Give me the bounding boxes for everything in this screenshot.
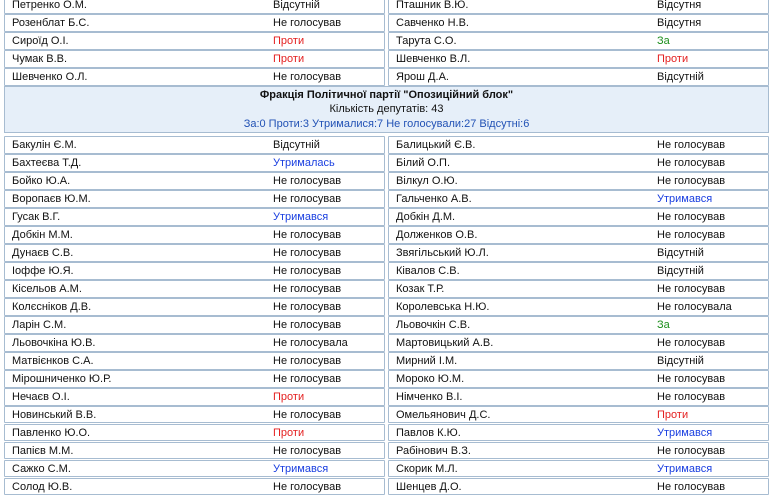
deputy-vote-row: [388, 0, 769, 14]
deputy-name: Німченко В.І.: [396, 390, 463, 403]
deputy-vote: Проти: [657, 52, 689, 65]
deputy-vote: Утримався: [657, 192, 713, 205]
deputy-name: Кісельов А.М.: [12, 282, 82, 295]
deputy-name: Королевська Н.Ю.: [396, 300, 490, 313]
vote-results-page: [4, 0, 769, 496]
deputy-vote: Утримався: [273, 210, 329, 223]
deputy-vote: Утримався: [657, 426, 713, 439]
deputy-name: Шевченко В.Л.: [396, 52, 471, 65]
faction-title: Фракція Політичної партії "Опозиційний блок": [259, 88, 514, 101]
deputy-vote-row: [4, 280, 385, 298]
deputy-vote: Відсутній: [657, 354, 704, 367]
deputy-vote: Проти: [273, 390, 305, 403]
deputy-name: Колєсніков Д.В.: [12, 300, 92, 313]
deputy-vote-row: [4, 244, 385, 262]
deputy-name: Вілкул О.Ю.: [396, 174, 458, 187]
deputy-name: Добкін М.М.: [12, 228, 73, 241]
deputy-name: Козак Т.Р.: [396, 282, 445, 295]
deputy-name: Дунаєв С.В.: [12, 246, 74, 259]
vote-column-left: [4, 136, 385, 496]
deputy-name: Білий О.П.: [396, 156, 451, 169]
deputy-name: Чумак В.В.: [12, 52, 68, 65]
deputy-name: Балицький Є.В.: [396, 138, 476, 151]
deputy-vote-row: [4, 154, 385, 172]
deputy-name: Ківалов С.В.: [396, 264, 460, 277]
faction-vote-list-previous: [4, 0, 769, 86]
deputy-vote-row: [388, 316, 769, 334]
deputy-vote-row: [388, 226, 769, 244]
vote-column-right: [388, 136, 769, 496]
deputy-vote-row: [388, 50, 769, 68]
deputy-vote: Проти: [657, 408, 689, 421]
deputy-name: Тарута С.О.: [396, 34, 457, 47]
deputy-vote-row: [388, 280, 769, 298]
deputy-vote: Відсутня: [657, 16, 702, 29]
deputy-vote-row: [4, 0, 385, 14]
deputy-vote-row: [4, 406, 385, 424]
deputy-vote: Не голосував: [657, 138, 726, 151]
deputy-name: Долженков О.В.: [396, 228, 478, 241]
deputy-vote: Не голосував: [273, 480, 342, 493]
deputy-name: Папієв М.М.: [12, 444, 74, 457]
deputy-vote-row: [4, 424, 385, 442]
vote-column-left: [4, 0, 385, 86]
deputy-vote: Проти: [273, 34, 305, 47]
deputy-name: Пташник В.Ю.: [396, 0, 469, 11]
deputy-vote-row: [4, 442, 385, 460]
deputy-name: Льовочкін С.В.: [396, 318, 471, 331]
deputy-name: Рабінович В.З.: [396, 444, 471, 457]
vote-column-right: [388, 0, 769, 86]
deputy-vote: За: [657, 34, 670, 47]
deputy-vote: Не голосував: [273, 70, 342, 83]
faction-header: [4, 86, 769, 133]
deputy-name: Іоффе Ю.Я.: [12, 264, 74, 277]
deputy-vote: Не голосував: [273, 372, 342, 385]
deputy-vote: Відсутня: [657, 0, 702, 11]
deputy-vote: Не голосував: [657, 228, 726, 241]
deputy-vote-row: [388, 370, 769, 388]
deputy-vote: Не голосував: [657, 390, 726, 403]
deputy-vote: Не голосував: [657, 156, 726, 169]
deputy-vote: Не голосував: [657, 174, 726, 187]
faction-vote-list: [4, 136, 769, 496]
deputy-vote-row: [4, 370, 385, 388]
deputy-vote: Не голосував: [273, 264, 342, 277]
deputy-vote-row: [388, 406, 769, 424]
deputy-vote-row: [4, 352, 385, 370]
deputy-name: Бахтеєва Т.Д.: [12, 156, 82, 169]
deputy-vote: Не голосував: [273, 16, 342, 29]
deputy-name: Льовочкіна Ю.В.: [12, 336, 96, 349]
deputy-vote: Не голосував: [657, 444, 726, 457]
deputy-vote: Відсутній: [273, 138, 320, 151]
deputy-name: Павлов К.Ю.: [396, 426, 461, 439]
deputy-name: Ларін С.М.: [12, 318, 67, 331]
deputy-vote: Відсутній: [273, 0, 320, 11]
deputy-name: Гальченко А.В.: [396, 192, 472, 205]
deputy-vote: Відсутній: [657, 246, 704, 259]
deputy-vote: За: [657, 318, 670, 331]
deputy-vote: Утримався: [273, 462, 329, 475]
deputy-vote: Не голосував: [273, 246, 342, 259]
deputy-name: Шенцев Д.О.: [396, 480, 462, 493]
deputy-vote-row: [388, 14, 769, 32]
deputy-name: Нечаєв О.І.: [12, 390, 70, 403]
deputy-vote: Не голосував: [657, 210, 726, 223]
deputy-vote: Відсутній: [657, 264, 704, 277]
deputy-vote-row: [388, 208, 769, 226]
deputy-vote: Не голосував: [657, 480, 726, 493]
deputy-vote: Не голосувала: [273, 336, 348, 349]
deputy-vote: Проти: [273, 52, 305, 65]
deputy-vote-row: [388, 298, 769, 316]
deputy-vote-row: [388, 388, 769, 406]
deputy-vote-row: [4, 478, 385, 496]
deputy-vote-row: [388, 190, 769, 208]
deputy-vote: Не голосував: [657, 372, 726, 385]
deputy-vote-row: [388, 32, 769, 50]
deputy-vote-row: [388, 68, 769, 86]
deputy-vote-row: [388, 136, 769, 154]
deputy-name: Сироїд О.І.: [12, 34, 69, 47]
deputy-vote: Не голосував: [273, 228, 342, 241]
deputy-vote: Не голосував: [273, 192, 342, 205]
deputy-vote-row: [388, 172, 769, 190]
deputy-vote-row: [4, 136, 385, 154]
deputy-vote: Утрималась: [273, 156, 335, 169]
deputy-vote-row: [4, 334, 385, 352]
deputy-vote: Не голосував: [273, 408, 342, 421]
deputy-name: Гусак В.Г.: [12, 210, 61, 223]
deputy-vote: Не голосував: [273, 444, 342, 457]
deputy-vote-row: [4, 226, 385, 244]
deputy-vote-row: [388, 262, 769, 280]
faction-deputy-count: Кількість депутатів: 43: [329, 103, 444, 116]
deputy-vote-row: [388, 442, 769, 460]
deputy-vote-row: [4, 50, 385, 68]
deputy-vote-row: [4, 298, 385, 316]
deputy-name: Мартовицький А.В.: [396, 336, 494, 349]
deputy-vote-row: [4, 190, 385, 208]
deputy-name: Омельянович Д.С.: [396, 408, 491, 421]
deputy-vote: Не голосувала: [657, 300, 732, 313]
deputy-vote: Не голосував: [273, 282, 342, 295]
deputy-name: Мороко Ю.М.: [396, 372, 465, 385]
deputy-vote-row: [4, 172, 385, 190]
deputy-vote-row: [4, 460, 385, 478]
deputy-vote-row: [388, 154, 769, 172]
deputy-name: Воропаєв Ю.М.: [12, 192, 91, 205]
deputy-name: Добкін Д.М.: [396, 210, 456, 223]
deputy-vote-row: [388, 424, 769, 442]
deputy-name: Мірошниченко Ю.Р.: [12, 372, 112, 385]
deputy-name: Ярош Д.А.: [396, 70, 449, 83]
deputy-vote: Відсутній: [657, 70, 704, 83]
deputy-vote-row: [388, 478, 769, 496]
deputy-vote: Не голосував: [273, 174, 342, 187]
deputy-vote: Не голосував: [273, 300, 342, 313]
deputy-name: Савченко Н.В.: [396, 16, 469, 29]
deputy-vote-row: [4, 32, 385, 50]
deputy-name: Шевченко О.Л.: [12, 70, 88, 83]
deputy-vote: Не голосував: [273, 354, 342, 367]
deputy-vote-row: [4, 68, 385, 86]
deputy-vote-row: [388, 244, 769, 262]
deputy-vote: Не голосував: [273, 318, 342, 331]
faction-vote-summary: За:0 Проти:3 Утрималися:7 Не голосували:27 Відсутні:6: [243, 117, 530, 130]
deputy-name: Бакулін Є.М.: [12, 138, 77, 151]
deputy-name: Солод Ю.В.: [12, 480, 73, 493]
deputy-vote-row: [4, 388, 385, 406]
deputy-vote: Утримався: [657, 462, 713, 475]
deputy-name: Сажко С.М.: [12, 462, 71, 475]
deputy-name: Мирний І.М.: [396, 354, 458, 367]
deputy-vote-row: [4, 316, 385, 334]
deputy-name: Новинський В.В.: [12, 408, 97, 421]
deputy-vote-row: [4, 262, 385, 280]
deputy-vote-row: [388, 460, 769, 478]
deputy-name: Павленко Ю.О.: [12, 426, 91, 439]
deputy-name: Розенблат Б.С.: [12, 16, 90, 29]
deputy-vote-row: [388, 352, 769, 370]
deputy-vote: Не голосував: [657, 336, 726, 349]
deputy-vote-row: [4, 14, 385, 32]
deputy-name: Скорик М.Л.: [396, 462, 458, 475]
deputy-name: Петренко О.М.: [12, 0, 87, 11]
deputy-name: Матвієнков С.А.: [12, 354, 94, 367]
deputy-vote-row: [4, 208, 385, 226]
deputy-name: Бойко Ю.А.: [12, 174, 71, 187]
deputy-vote: Проти: [273, 426, 305, 439]
deputy-vote: Не голосував: [657, 282, 726, 295]
deputy-name: Звягільський Ю.Л.: [396, 246, 489, 259]
deputy-vote-row: [388, 334, 769, 352]
